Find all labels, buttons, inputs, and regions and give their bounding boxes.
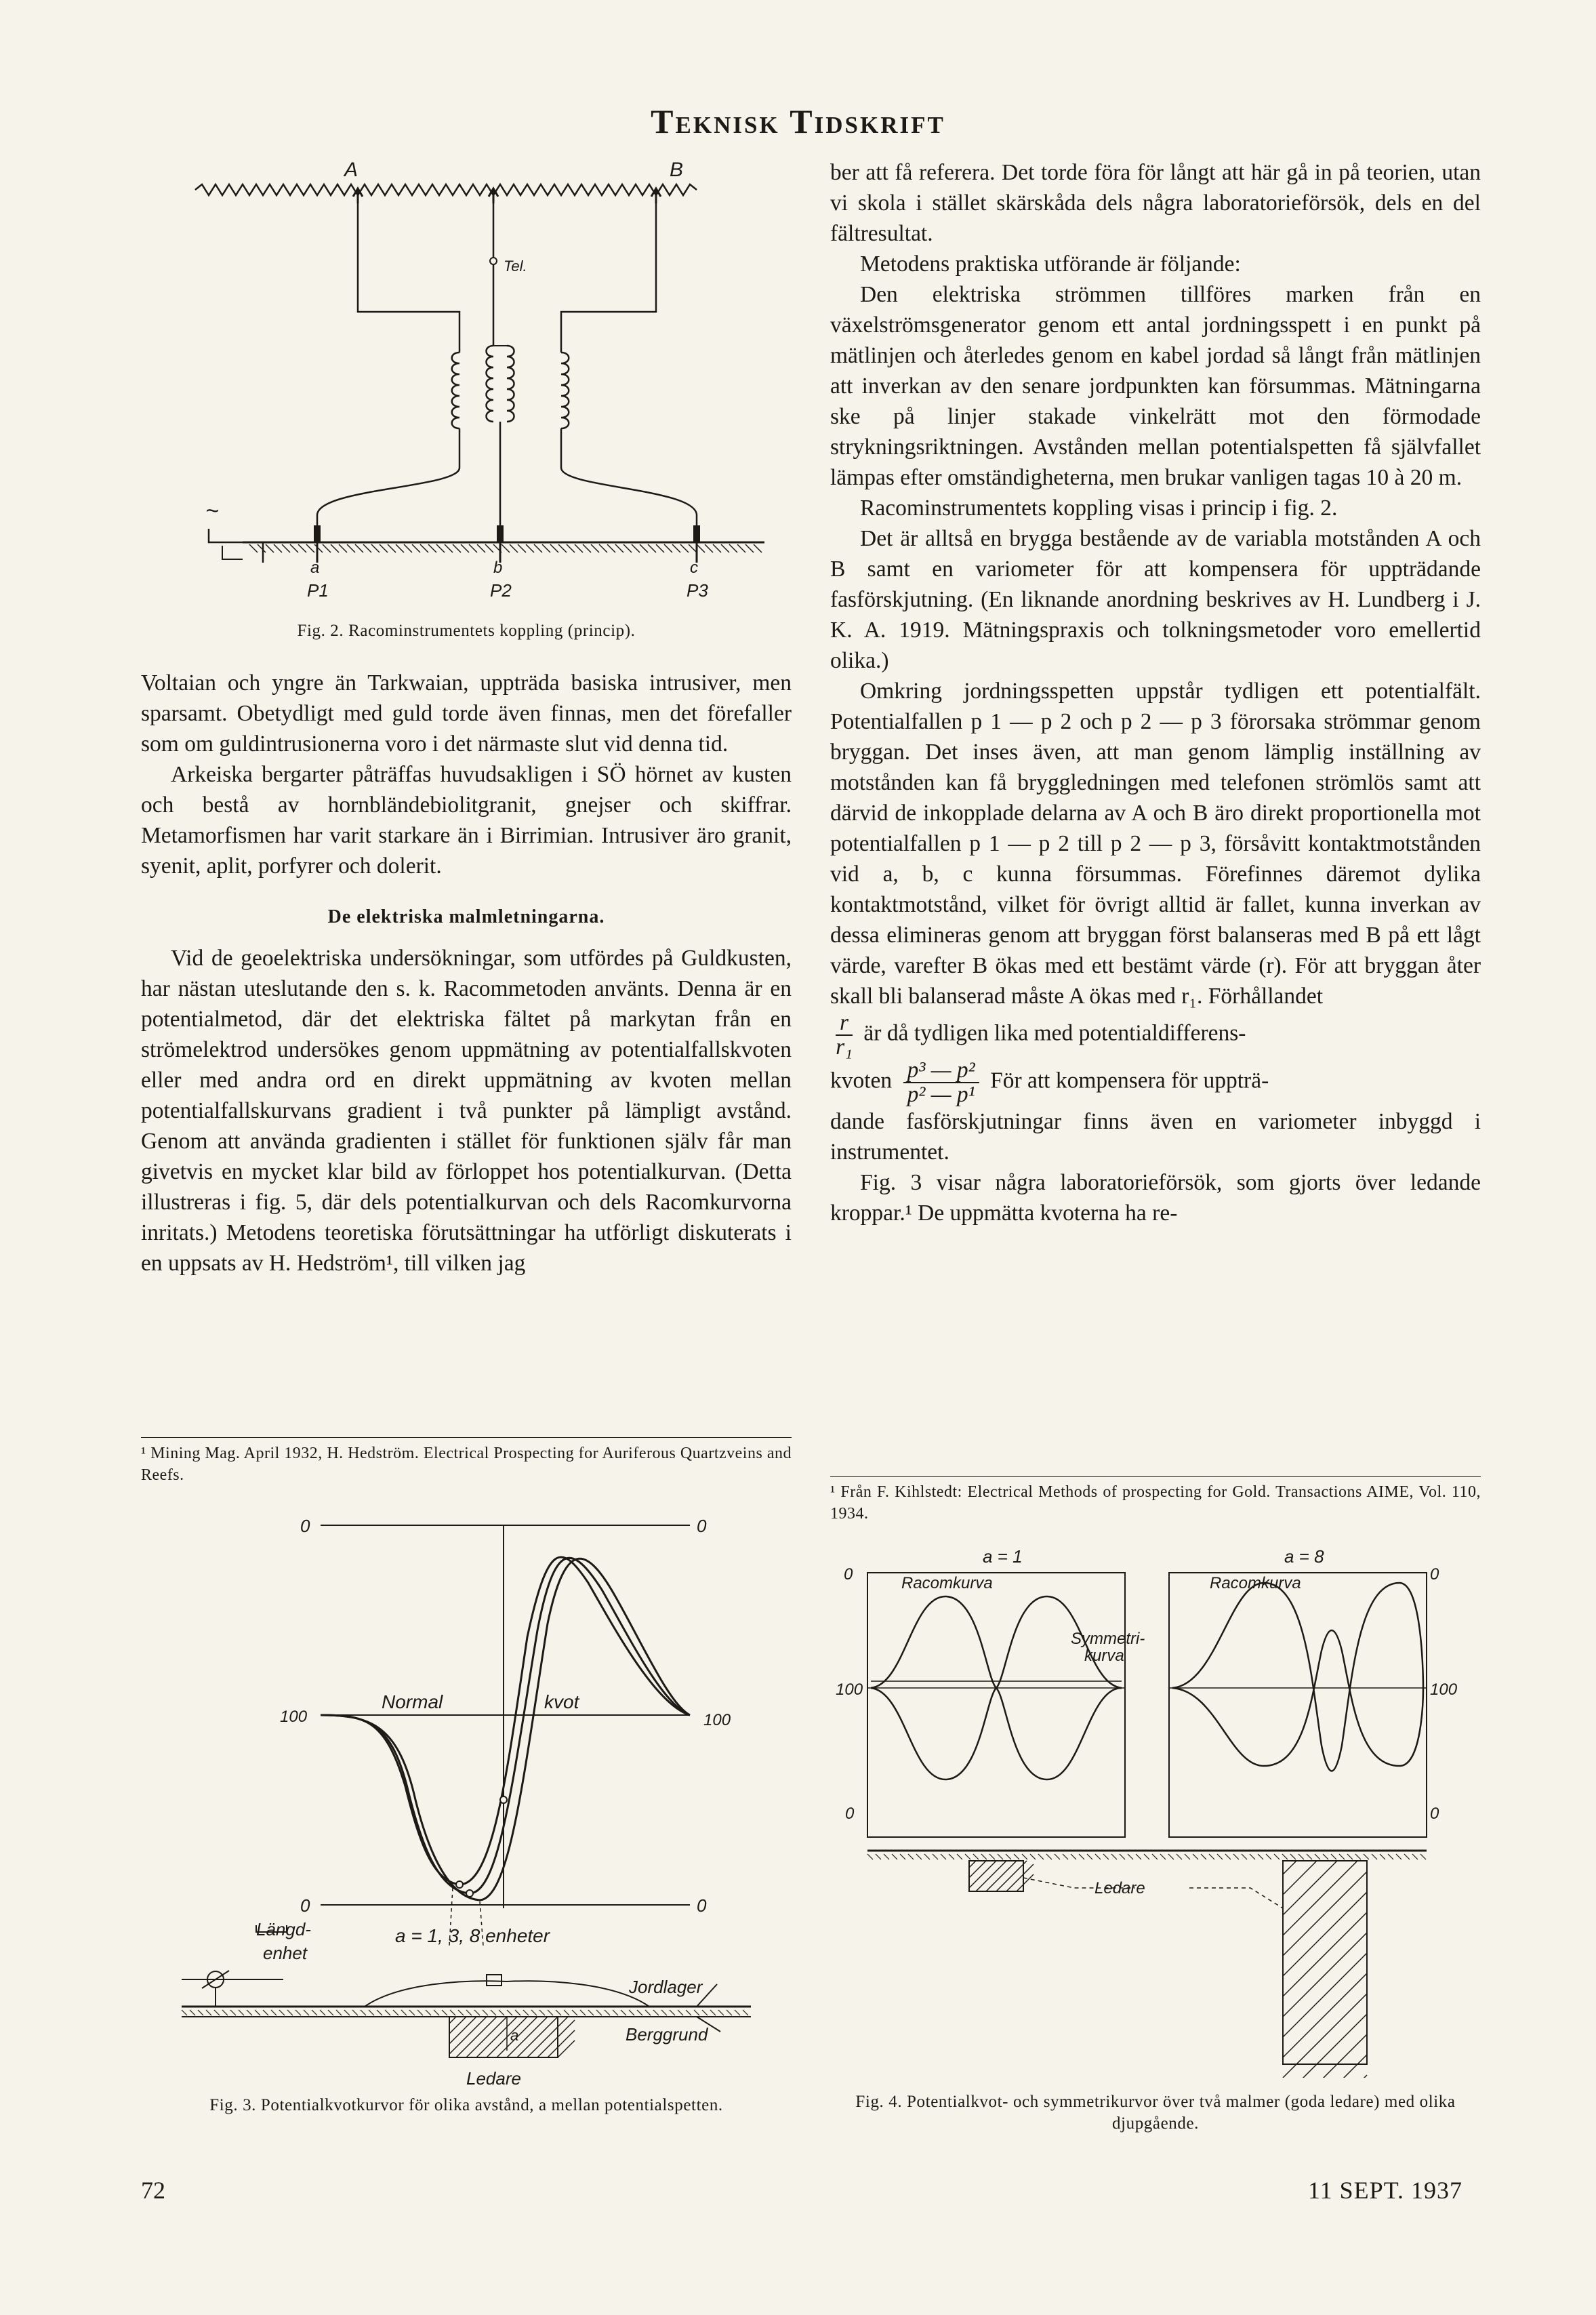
left-body-text <box>141 668 792 1279</box>
fig3-length-unit-1: Längd- <box>256 1919 311 1939</box>
fig2-contact-b: b <box>493 559 503 577</box>
right-paragraph-3: Den elektriska strömmen tillföres marken från en växelströmsgenerator genom ett antal jordningsspett i en punkt på mätlinjen och återledes genom en kabel jordad så långt från mätlinjen att inverkan av den senare jordpunkten kan försummas. Mätningarna ske på linjer stakade vinkelrätt mot den förmodade strykningsriktningen. Avstånden mellan potentialspetten få självfallet lämpas efter omständigheterna, men brukar vanligen tagas 10 à 20 m. <box>830 282 1481 490</box>
left-paragraph-2: Arkeiska bergarter påträffas huvudsakligen i SÖ hörnet av kusten och bestå av hornbländebiolitgranit, gnejser och skiffrar. Metamorfismen har varit starkare än i Birrimian. Intrusiver äro granit, syenit, aplit, porfyrer och dolerit. <box>141 762 792 879</box>
left-footnote: ¹ Mining Mag. April 1932, H. Hedström. Electrical Prospecting for Auriferous Quartzveins and Reefs. <box>141 1445 792 1484</box>
right-paragraph-5: Det är alltså en brygga bestående av de variabla motstånden A och B samt en variometer för att kompensera för uppträdande fasförskjutning. (En liknande anordning beskrives av H. Lundberg i J. K. A. 1919. Mätningspraxis och tolkningsmetoder voro emellertid olika.) <box>830 526 1481 673</box>
issue-date: 11 SEPT. 1937 <box>1308 2177 1463 2204</box>
fig3-normal-label: Normal <box>382 1691 443 1712</box>
fig2-spike-p2: P2 <box>490 580 512 601</box>
fig2-caption: Fig. 2. Racominstrumentets koppling (princip). <box>297 622 636 640</box>
kvoten-label: kvoten <box>830 1068 893 1093</box>
journal-masthead: Teknisk Tidskrift <box>651 102 945 140</box>
ratio-line-2 <box>830 1059 1481 1106</box>
fig2-circuit-diagram <box>141 149 792 624</box>
fig4-caption: Fig. 4. Potentialkvot- och symmetrikurvor över två malmer (goda ledare) med olika djupgående. <box>855 2093 1456 2133</box>
ratio-fraction-p: $\frac{\text{p³ — p²}}{\text{p² — p¹}}$ <box>903 1059 979 1106</box>
right-paragraph-2: Metodens praktiska utförande är följande: <box>860 251 1241 277</box>
fig4-title-right: a = 8 <box>1284 1546 1324 1567</box>
fig3-top-left-0: 0 <box>300 1516 310 1536</box>
fig2-source-symbol: ~ <box>205 498 219 524</box>
fig2-contact-c: c <box>690 559 698 577</box>
fig4-tick-100-right: 100 <box>1430 1680 1458 1699</box>
fig3-potential-curves <box>141 1502 792 2091</box>
section-heading: De elektriska malmletningarna. <box>327 906 605 927</box>
fig3-top-right-0: 0 <box>697 1516 707 1536</box>
fig3-a-mark: a <box>510 2027 519 2044</box>
right-paragraph-1: ber att få referera. Det torde föra för långt att här gå in på teorien, utan vi skola i stället skärskåda dels några laboratorieförsök, dels en del fältresultat. <box>830 160 1481 246</box>
fig4-title-left: a = 1 <box>983 1546 1023 1567</box>
ratio-fraction-r: $\frac{r}{\text{r₁}}$ <box>836 1010 853 1060</box>
right-body-text <box>830 157 1481 1228</box>
ratio-text-2: För att kompensera för uppträ- <box>990 1068 1269 1093</box>
fig2-spike-p3: P3 <box>687 580 708 601</box>
right-paragraph-6d: dande fasförskjutningar finns även en variometer inbyggd i instrumentet. <box>830 1109 1481 1165</box>
fig4-tick-100-left: 100 <box>836 1680 863 1699</box>
right-paragraph-7: Fig. 3 visar några laboratorieförsök, som gjorts över ledande kroppar.¹ De uppmätta kvoterna ha re- <box>830 1170 1481 1226</box>
fig2-label-tel: Tel. <box>504 258 527 275</box>
fig3-length-unit-2: enhet <box>263 1943 308 1963</box>
fig3-berggrund: Berggrund <box>626 2024 708 2045</box>
page-number: 72 <box>141 2177 165 2204</box>
fig4-tick-0b-right: 0 <box>1430 1805 1439 1823</box>
fig3-bottom-left-0: 0 <box>300 1895 310 1916</box>
fig4-racom-symmetry-curves <box>830 1542 1481 2078</box>
fig3-bottom-right-0: 0 <box>697 1895 707 1916</box>
fig2-label-b: B <box>670 159 684 181</box>
right-paragraph-4: Racominstrumentets koppling visas i princip i fig. 2. <box>860 496 1338 521</box>
fig2-spike-p1: P1 <box>307 580 329 601</box>
fig3-a-values: a = 1, 3, 8 enheter <box>395 1925 550 1946</box>
fig3-ledare: Ledare <box>466 2068 521 2089</box>
fig4-racom-right: Racomkurva <box>1210 1574 1301 1592</box>
left-paragraph-3: Vid de geoelektriska undersökningar, som utfördes på Guldkusten, har nästan uteslutande den s. k. Racommetoden använts. Denna är en potentialmetod, där det elektriska fältet på markytan från en strömelektrod undersökes genom uppmätning av potentialfallskvoten eller med andra ord en direkt uppmätning av kvoten mellan potentialfallskurvans gradient i två punkter på lämpligt avstånd. Genom att använda gradienten i stället för funktionen själv får man givetvis en mycket klar bild av förloppet hos potentialkurvan. (Detta illustreras i fig. 5, där dels potentialkurvan och dels Racomkurvorna inritats.) Metodens teoretiska förutsättningar ha utförligt diskuterats i en uppsats av H. Hedström¹, till vilken jag <box>141 946 792 1276</box>
right-footnote-rule <box>830 1476 1481 1477</box>
left-footnote-rule <box>141 1437 792 1438</box>
fig4-ledare: Ledare <box>1094 1879 1145 1897</box>
right-paragraph-6: Omkring jordningsspetten uppstår tydligen ett potentialfält. Potentialfallen p 1 — p 2 och p 2 — p 3 förorsaka strömmar genom bryggan. Det inses även, att man genom lämplig inställning av motstånden kan få bryggledningen med telefonen strömlös samt att därvid de inkopplade delarna av A och B äro direkt proportionella mot potentialfallen p 1 — p 2 till p 2 — p 3, försåvitt kontaktmotstånden vid a, b, c kunna försummas. Förefinnes däremot dylika kontaktmotstånd, vilket för övrigt alltid är fallet, kunna inverkan av dessa elimineras genom att bryggan först balanseras med B på ett lågt värde, varefter B ökas med ett bestämt värde (r). För att bryggan åter skall bli balanserad måste A ökas med r₁. Förhållandet <box>830 679 1481 1009</box>
right-footnote: ¹ Från F. Kihlstedt: Electrical Methods of prospecting for Gold. Transactions AIME, Vol. 110, 1934. <box>830 1483 1481 1523</box>
fig2-contact-a: a <box>310 559 320 577</box>
fig2-label-a: A <box>344 159 359 181</box>
ratio-text-1: är då tydligen lika med potentialdifferens- <box>863 1020 1246 1046</box>
fig3-right-100: 100 <box>703 1711 731 1729</box>
fig4-symmetri-2: kurva <box>1084 1647 1124 1665</box>
fig3-jordlager: Jordlager <box>629 1977 703 1997</box>
fig3-caption: Fig. 3. Potentialkvotkurvor för olika avstånd, a mellan potentialspetten. <box>209 2096 723 2114</box>
fig4-tick-0-right: 0 <box>1430 1565 1439 1584</box>
fig3-kvot-label: kvot <box>544 1691 579 1712</box>
fig3-left-100: 100 <box>280 1708 308 1726</box>
fig4-tick-0b-left: 0 <box>845 1805 855 1823</box>
left-paragraph-1: Voltaian och yngre än Tarkwaian, uppträda basiska intrusiver, men sparsamt. Obetydligt med guld torde även finnas, men det förefaller som om guldintrusionerna voro i det närmaste slut vid denna tid. <box>141 670 792 757</box>
fig4-tick-0-left: 0 <box>844 1565 853 1584</box>
fig4-symmetri-1: Symmetri- <box>1071 1630 1145 1648</box>
fig4-racom-left: Racomkurva <box>901 1574 993 1592</box>
ratio-line-1 <box>830 1011 1481 1059</box>
